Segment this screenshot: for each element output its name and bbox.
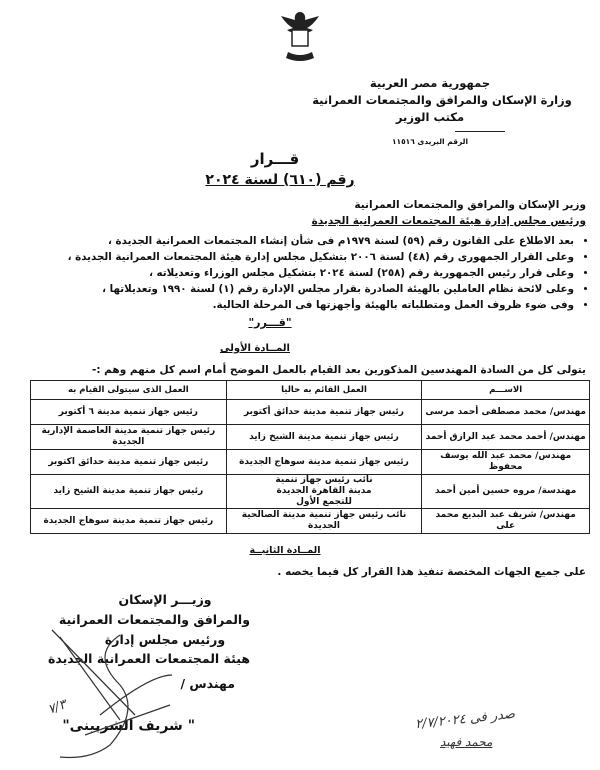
article-1-heading: المــادة الأولى <box>220 343 290 354</box>
cell-name: مهندس/ محمد عبد الله يوسف محفوظ <box>422 450 590 475</box>
cell-current-job: رئيس جهاز تنمية مدينة حدائق أكتوبر <box>226 400 422 425</box>
preamble-item: • وفى ضوء ظروف العمل ومتطلباته بالهيئة وأجهزتها فى المرحلة الحالية. <box>68 297 574 313</box>
signature-line-3: ورئيس مجلس إدارة <box>104 632 226 647</box>
decides-heading: "قـــرر" <box>248 316 292 329</box>
letterhead-office: مكتب الوزير <box>395 110 465 124</box>
preamble-item: • وعلى القرار الجمهورى رقم (٤٨) لسنة ٢٠٠٦ بتشكيل مجلس إدارة هيئة المجتمعات العمرانية الجديدة ، <box>68 249 574 265</box>
table-row <box>31 475 590 509</box>
table-header-row <box>31 381 590 400</box>
preamble-item: • وعلى قرار رئيس الجمهورية رقم (٢٥٨) لسنة ٢٠٢٤ بتشكيل مجلس الوزراء وتعديلاته ، <box>68 265 574 281</box>
handwritten-signature <box>40 625 180 760</box>
cell-new-job: رئيس جهاز تنمية مدينة العاصمة الإدارية الجديدة <box>31 425 227 450</box>
table-row <box>31 450 590 475</box>
preamble-item: • وعلى لائحة نظام العاملين بالهيئة الصادرة بقرار مجلس الإدارة رقم (١) لسنة ١٩٩٠ وتعديلاتها ، <box>68 281 574 297</box>
signature-line-2: والمرافق والمجتمعات العمرانية <box>58 612 250 627</box>
handwritten-signature-date: ٧/٣ <box>45 697 69 718</box>
letterhead-country: جمهورية مصر العربية <box>369 76 491 90</box>
issued-by-note: محمد فهيد <box>440 735 493 749</box>
cell-name: مهندس/ محمد مصطفى أحمد مرسى <box>422 400 590 425</box>
cell-new-job: رئيس جهاز تنمية مدينة ٦ أكتوبر <box>31 400 227 425</box>
cell-current-job: رئيس جهاز تنمية مدينة سوهاج الجديدة <box>226 450 422 475</box>
cell-current-job: رئيس جهاز تنمية مدينة الشيخ زايد <box>226 425 422 450</box>
cell-new-job: رئيس جهاز تنمية مدينة الشيخ زايد <box>31 475 227 509</box>
issuer-line-2: ورئيس مجلس إدارة هيئة المجتمعات العمرانية الجديدة <box>311 215 586 227</box>
cell-new-job: رئيس جهاز تنمية مدينة حدائق اكتوبر <box>31 450 227 475</box>
cell-name: مهندس/ شريف عبد البديع محمد على <box>422 509 590 534</box>
decree-number: رقم (٦١٠) لسنة ٢٠٢٤ <box>205 172 355 188</box>
article-1-text: يتولى كل من السادة المهندسين المذكورين بعد القيام بالعمل الموضح أمام اسم كل منهم وهم :- <box>91 364 586 376</box>
article-2-text: على جميع الجهات المختصة تنفيذ هذا القرار كل فيما يخصه . <box>277 566 586 578</box>
issuer-line-1: وزير الإسكان والمرافق والمجتمعات العمرانية <box>354 199 586 211</box>
article-2-heading: المــادة الثانيــة <box>249 545 321 556</box>
signature-name: " شريف الشربينى" <box>62 718 195 734</box>
assignments-table <box>30 380 590 534</box>
signature-line-1: وزيـــر الإسكان <box>118 592 212 607</box>
cell-current-job: نائب رئيس جهاز تنمية مدينة القاهرة الجديدة للتجمع الأول <box>226 475 422 509</box>
egypt-eagle-emblem <box>270 8 330 66</box>
cell-new-job: رئيس جهاز تنمية مدينة سوهاج الجديدة <box>31 509 227 534</box>
signature-title: مهندس / <box>180 676 235 691</box>
preamble-item: • بعد الاطلاع على القانون رقم (٥٩) لسنة ١٩٧٩م فى شأن إنشاء المجتمعات العمرانية الجديدة ، <box>68 233 574 249</box>
column-header-current-job: العمل القائم به حاليا <box>226 381 422 400</box>
signature-line-4: هيئة المجتمعات العمرانية الجديدة <box>47 651 250 666</box>
cell-name: مهندسة/ مروه حسين أمين أحمد <box>422 475 590 509</box>
cell-name: مهندس/ أحمد محمد عبد الرازق أحمد <box>422 425 590 450</box>
postal-code: الرقم البريدى ١١٥١٦ <box>391 137 469 146</box>
preamble-list <box>68 233 586 313</box>
table-row <box>31 509 590 534</box>
table-row <box>31 400 590 425</box>
table-row <box>31 425 590 450</box>
column-header-new-job: العمل الذى سيتولى القيام به <box>31 381 227 400</box>
issued-date-note: صدر فى ٢/٧/٢٠٢٤ <box>414 706 516 733</box>
letterhead-divider <box>455 131 505 132</box>
cell-current-job: نائب رئيس جهاز تنمية مدينة الصالحية الجديدة <box>226 509 422 534</box>
letterhead-ministry: وزارة الإسكان والمرافق والمجتمعات العمرانية <box>312 93 572 107</box>
decree-title: قـــرار <box>250 150 300 168</box>
column-header-name: الاســـم <box>422 381 590 400</box>
